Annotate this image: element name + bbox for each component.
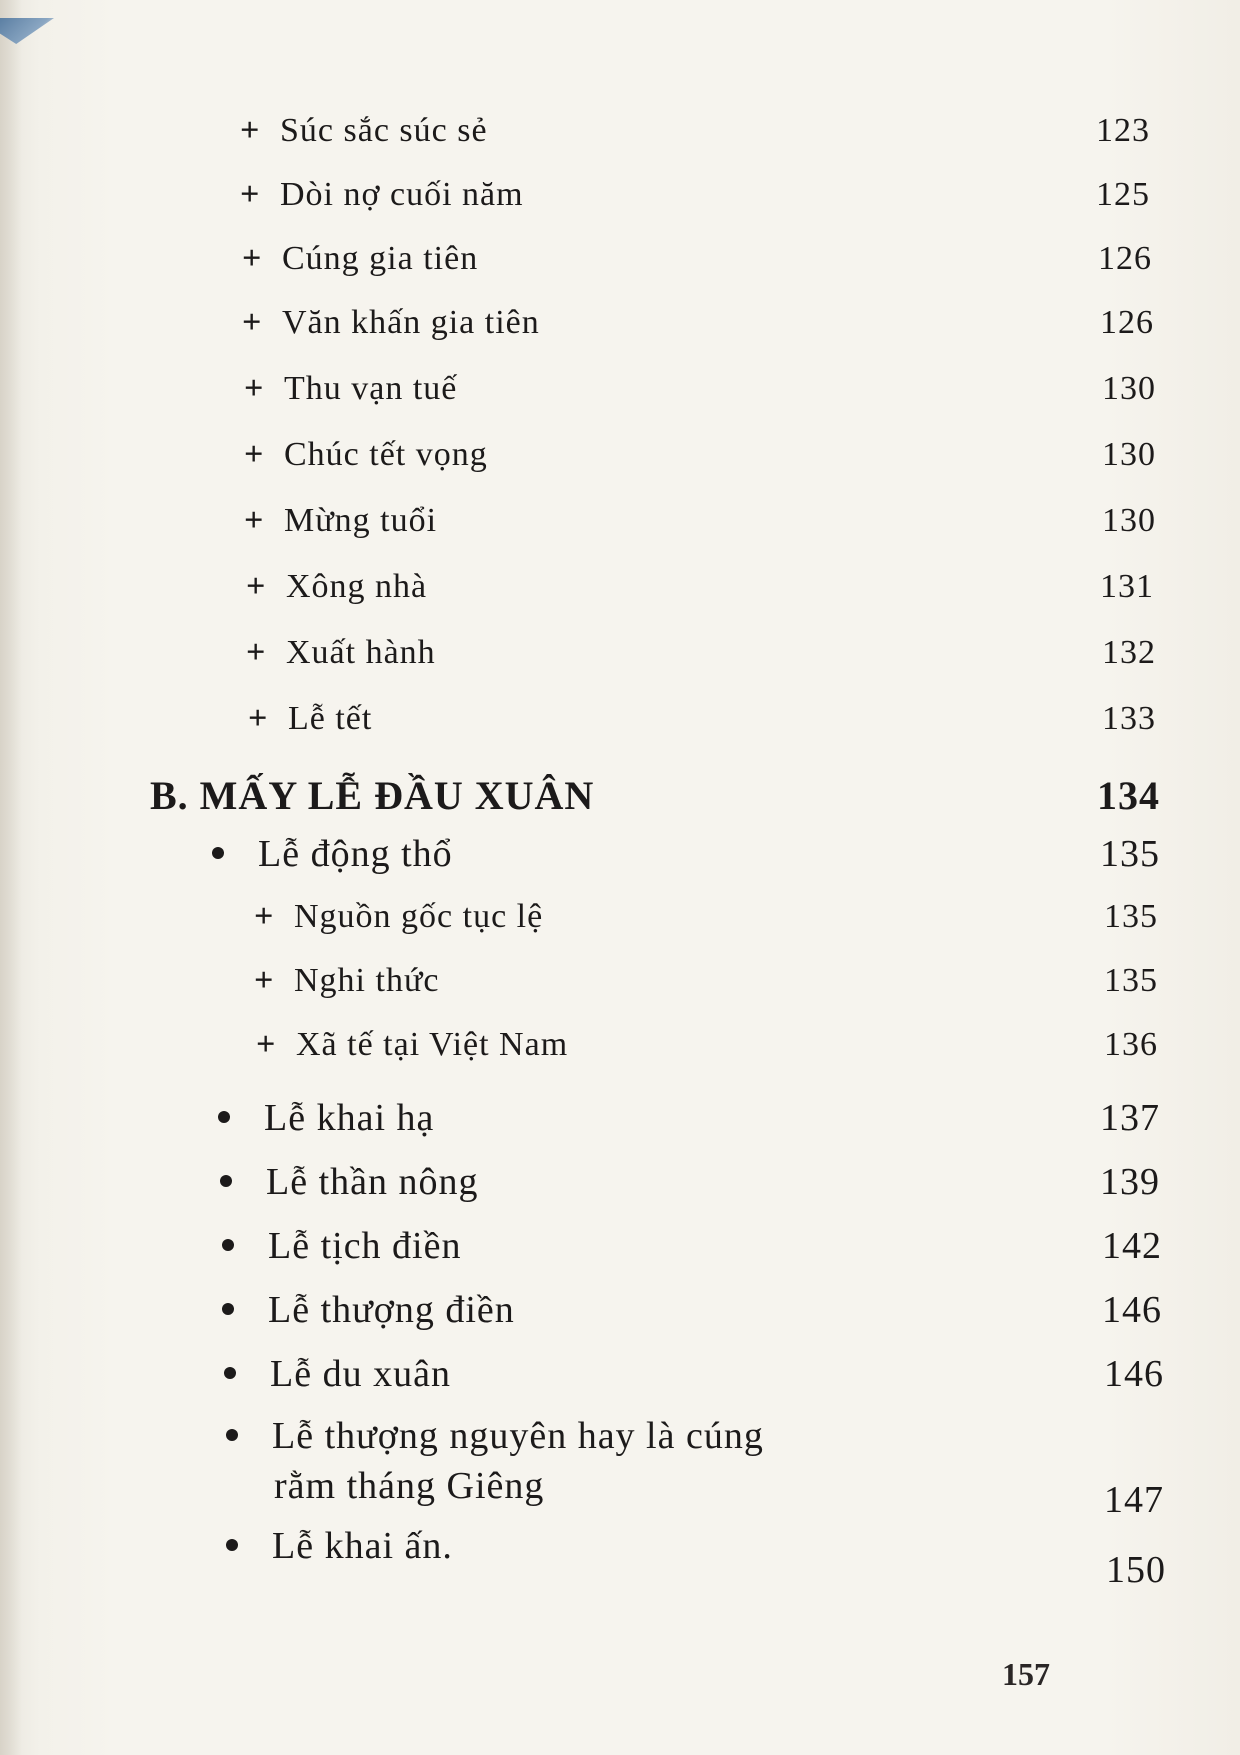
toc-page-number: 123 [1096, 112, 1150, 149]
plus-marker: + [254, 898, 275, 935]
toc-bullet-item [0, 1160, 1240, 1216]
toc-bullet-item [0, 832, 1240, 888]
toc-subitem [0, 568, 1240, 618]
toc-bullet-item [0, 1288, 1240, 1344]
bullet-dot-icon [220, 1175, 232, 1187]
toc-subitem [0, 112, 1240, 162]
toc-page-number: 130 [1102, 436, 1156, 473]
toc-subitem-label: Nguồn gốc tục lệ [294, 898, 544, 935]
toc-page-number: 139 [1100, 1161, 1160, 1203]
toc-subitem [0, 304, 1240, 354]
toc-subitem [0, 1026, 1240, 1076]
bullet-dot-icon [222, 1303, 234, 1315]
toc-page-number: 150 [1106, 1549, 1166, 1591]
toc-page-number: 133 [1102, 700, 1156, 737]
toc-page-number: 146 [1104, 1353, 1164, 1395]
bullet-dot-icon [212, 847, 224, 859]
toc-subitem [0, 176, 1240, 226]
toc-subitem [0, 898, 1240, 948]
toc-subitem [0, 240, 1240, 290]
toc-bullet-label: Lễ khai hạ [264, 1097, 435, 1139]
toc-page-number: 146 [1102, 1289, 1162, 1331]
toc-bullet-label: Lễ động thổ [258, 833, 453, 875]
toc-bullet-label: Lễ thượng điền [268, 1289, 515, 1331]
toc-bullet-item [0, 1524, 1240, 1594]
toc-subitem-label: Xã tế tại Việt Nam [296, 1026, 569, 1063]
plus-marker: + [242, 304, 263, 341]
toc-page-number: 135 [1104, 962, 1158, 999]
toc-page-number: 126 [1098, 240, 1152, 277]
plus-marker: + [240, 176, 261, 213]
bullet-dot-icon [226, 1429, 238, 1441]
toc-subitem [0, 962, 1240, 1012]
toc-subitem-label: Lễ tết [288, 700, 373, 737]
toc-page-number: 132 [1102, 634, 1156, 671]
toc-page-number: 136 [1104, 1026, 1158, 1063]
toc-subitem-label: Chúc tết vọng [284, 436, 488, 473]
toc-bullet-item [0, 1352, 1240, 1408]
toc-page-number: 125 [1096, 176, 1150, 213]
toc-subitem-label: Súc sắc súc sẻ [280, 112, 488, 149]
toc-subitem [0, 502, 1240, 552]
plus-marker: + [246, 568, 267, 605]
toc-subitem-label: Văn khấn gia tiên [282, 304, 540, 341]
bullet-dot-icon [226, 1539, 238, 1551]
plus-marker: + [256, 1026, 277, 1063]
toc-subitem-label: Xuất hành [286, 634, 436, 671]
toc-page-number: 137 [1100, 1097, 1160, 1139]
toc-page-number: 147 [1104, 1479, 1164, 1521]
toc-page-number: 135 [1104, 898, 1158, 935]
section-page-number: 134 [1097, 773, 1160, 818]
toc-subitem [0, 634, 1240, 684]
toc-bullet-label-line2: rằm tháng Giêng [274, 1465, 545, 1507]
toc-bullet-label: Lễ du xuân [270, 1353, 451, 1395]
toc-bullet-item [0, 1096, 1240, 1152]
toc-section-heading [0, 772, 1240, 832]
toc-page-number: 130 [1102, 502, 1156, 539]
toc-subitem-label: Thu vạn tuế [284, 370, 458, 407]
toc-page-number: 135 [1100, 833, 1160, 875]
toc-subitem [0, 370, 1240, 420]
toc-bullet-item [0, 1224, 1240, 1280]
toc-page-number: 130 [1102, 370, 1156, 407]
toc-subitem-label: Mừng tuổi [284, 502, 438, 539]
toc-bullet-label-line1: Lễ thượng nguyên hay là cúng [272, 1415, 764, 1457]
toc-subitem [0, 436, 1240, 486]
toc-bullet-label: Lễ khai ấn. [272, 1525, 453, 1567]
plus-marker: + [244, 502, 265, 539]
plus-marker: + [240, 112, 261, 149]
plus-marker: + [248, 700, 269, 737]
toc-bullet-label: Lễ tịch điền [268, 1225, 462, 1267]
toc-subitem-label: Dòi nợ cuối năm [280, 176, 524, 213]
toc-page-number: 131 [1100, 568, 1154, 605]
plus-marker: + [254, 962, 275, 999]
toc-subitem [0, 700, 1240, 750]
toc-subitem-label: Xông nhà [286, 568, 428, 605]
plus-marker: + [246, 634, 267, 671]
plus-marker: + [244, 370, 265, 407]
bullet-dot-icon [224, 1367, 236, 1379]
toc-page-number: 142 [1102, 1225, 1162, 1267]
toc-bullet-label: Lễ thần nông [266, 1161, 479, 1203]
section-title: B. MẤY LỄ ĐẦU XUÂN [150, 773, 595, 818]
toc-page-number: 126 [1100, 304, 1154, 341]
bullet-dot-icon [218, 1111, 230, 1123]
plus-marker: + [242, 240, 263, 277]
bullet-dot-icon [222, 1239, 234, 1251]
plus-marker: + [244, 436, 265, 473]
toc-subitem-label: Nghi thức [294, 962, 440, 999]
toc-subitem-label: Cúng gia tiên [282, 240, 479, 277]
page-folio-number: 157 [1002, 1656, 1050, 1692]
